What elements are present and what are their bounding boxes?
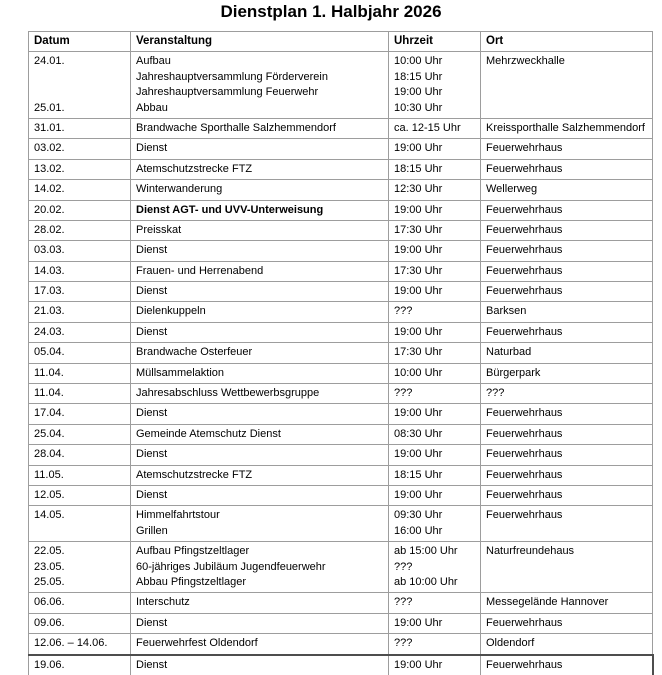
cell-line: 12.05. [34, 489, 65, 501]
table-row [29, 593, 653, 613]
cell-line: 19:00 Uhr [394, 142, 443, 155]
cell-line: Himmelfahrtstour [136, 509, 220, 522]
cell-line: Messegelände Hannover [486, 596, 609, 609]
cell-line: Feuerwehrhaus [486, 285, 563, 298]
cell-line: 09:30 Uhr [394, 509, 443, 522]
cell-uhrzeit [389, 634, 481, 655]
cell-ort [481, 363, 653, 383]
cell-line: ??? [394, 560, 413, 573]
cell-datum [29, 486, 131, 506]
table-row [29, 655, 653, 675]
cell-uhrzeit [389, 220, 481, 240]
cell-datum [29, 634, 131, 655]
cell-line: Feuerwehrhaus [486, 658, 563, 671]
cell-line: Bürgerpark [486, 366, 541, 379]
table-row [29, 200, 653, 220]
cell-veranstaltung [131, 506, 389, 542]
table-row [29, 282, 653, 302]
cell-ort [481, 542, 653, 593]
cell-datum [29, 384, 131, 404]
cell-uhrzeit [389, 159, 481, 179]
cell-line: Feuerwehrhaus [486, 142, 563, 155]
cell-line: Feuerwehrhaus [486, 244, 563, 257]
cell-ort [481, 404, 653, 424]
cell-ort [481, 322, 653, 342]
table-row [29, 465, 653, 485]
cell-line: Feuerwehrhaus [486, 162, 563, 175]
cell-line: Feuerwehrhaus [486, 468, 563, 481]
cell-line: 03.02. [34, 142, 65, 155]
cell-line: Jahreshauptversammlung Feuerwehr [136, 86, 319, 99]
cell-veranstaltung [131, 363, 389, 383]
cell-line: Feuerwehrhaus [486, 448, 563, 461]
table-row [29, 241, 653, 261]
cell-datum [29, 363, 131, 383]
cell-line [34, 70, 127, 85]
cell-datum [29, 424, 131, 444]
cell-veranstaltung [131, 384, 389, 404]
cell-line: 20.02. [34, 203, 65, 216]
cell-veranstaltung [131, 343, 389, 363]
cell-line: ??? [486, 387, 505, 400]
cell-line: Naturfreundehaus [486, 545, 575, 558]
cell-datum [29, 118, 131, 138]
cell-line: 28.04. [34, 448, 65, 461]
cell-datum [29, 322, 131, 342]
cell-line: 19:00 Uhr [394, 244, 443, 257]
cell-line: ??? [394, 305, 413, 318]
table-row [29, 486, 653, 506]
cell-ort [481, 343, 653, 363]
cell-uhrzeit [389, 593, 481, 613]
cell-ort [481, 613, 653, 633]
cell-line: 17:30 Uhr [394, 346, 443, 359]
cell-line: Brandwache Osterfeuer [136, 346, 253, 359]
cell-line: 11.04. [34, 366, 64, 379]
header-row [29, 32, 653, 52]
cell-datum [29, 241, 131, 261]
cell-datum [29, 52, 131, 119]
cell-line: ab 15:00 Uhr [394, 545, 458, 558]
cell-line: Frauen- und Herrenabend [136, 264, 264, 277]
cell-line: Feuerwehrhaus [486, 509, 563, 522]
cell-veranstaltung [131, 322, 389, 342]
cell-line: 18:15 Uhr [394, 70, 443, 83]
column-header-veranstaltung: Veranstaltung [131, 32, 389, 52]
cell-line: Feuerwehrhaus [486, 427, 563, 440]
cell-uhrzeit [389, 118, 481, 138]
cell-line: Oldendorf [486, 637, 535, 650]
cell-line: 10:30 Uhr [394, 101, 443, 114]
cell-veranstaltung [131, 200, 389, 220]
cell-uhrzeit [389, 384, 481, 404]
cell-line: 18:15 Uhr [394, 468, 443, 481]
cell-line: 14.05. [34, 509, 65, 522]
table-row [29, 302, 653, 322]
table-row [29, 506, 653, 542]
cell-line: 11.05. [34, 468, 64, 481]
cell-line: Aufbau [136, 55, 171, 68]
cell-line: 31.01. [34, 121, 65, 134]
cell-ort [481, 52, 653, 119]
cell-line: Dienst [136, 658, 168, 671]
cell-line: 19:00 Uhr [394, 203, 443, 216]
cell-ort [481, 445, 653, 465]
cell-line: 18:15 Uhr [394, 162, 443, 175]
cell-line: 22.05. [34, 545, 65, 558]
cell-line: Dielenkuppeln [136, 305, 206, 318]
cell-line: Wellerweg [486, 183, 538, 196]
cell-line: Feuerwehrfest Oldendorf [136, 637, 258, 650]
cell-line: 60-jähriges Jubiläum Jugendfeuerwehr [136, 560, 326, 573]
cell-line: 28.02. [34, 223, 65, 236]
column-header-uhrzeit: Uhrzeit [389, 32, 481, 52]
cell-ort [481, 506, 653, 542]
cell-veranstaltung [131, 655, 389, 675]
cell-uhrzeit [389, 302, 481, 322]
cell-line: 19:00 Uhr [394, 489, 443, 501]
cell-uhrzeit [389, 282, 481, 302]
table-row [29, 613, 653, 633]
cell-line: 08:30 Uhr [394, 427, 443, 440]
page-title: Dienstplan 1. Halbjahr 2026 [220, 2, 442, 21]
cell-line: 12.06. – 14.06. [34, 637, 108, 650]
cell-line: Dienst [136, 448, 168, 461]
cell-uhrzeit [389, 655, 481, 675]
cell-uhrzeit [389, 261, 481, 281]
cell-datum [29, 542, 131, 593]
cell-line: Brandwache Sporthalle Salzhemmendorf [136, 121, 336, 134]
cell-veranstaltung [131, 593, 389, 613]
cell-line: Dienst [136, 407, 168, 420]
cell-veranstaltung [131, 302, 389, 322]
cell-uhrzeit [389, 343, 481, 363]
cell-datum [29, 200, 131, 220]
cell-datum [29, 220, 131, 240]
cell-uhrzeit [389, 542, 481, 593]
cell-uhrzeit [389, 200, 481, 220]
cell-datum [29, 506, 131, 542]
cell-line: 25.05. [34, 575, 65, 588]
table-row [29, 118, 653, 138]
cell-line: ??? [394, 637, 413, 650]
cell-datum [29, 465, 131, 485]
cell-line: Barksen [486, 305, 527, 318]
cell-datum [29, 159, 131, 179]
cell-line: 21.03. [34, 305, 65, 318]
cell-veranstaltung [131, 241, 389, 261]
cell-uhrzeit [389, 506, 481, 542]
cell-ort [481, 200, 653, 220]
cell-line: ??? [394, 387, 413, 400]
cell-line: ab 10:00 Uhr [394, 575, 458, 588]
cell-uhrzeit [389, 139, 481, 159]
cell-line: Naturbad [486, 346, 532, 359]
cell-veranstaltung [131, 404, 389, 424]
cell-uhrzeit [389, 180, 481, 200]
cell-veranstaltung [131, 52, 389, 119]
cell-veranstaltung [131, 445, 389, 465]
cell-ort [481, 261, 653, 281]
cell-line: Feuerwehrhaus [486, 223, 563, 236]
cell-line: Dienst [136, 142, 168, 155]
cell-ort [481, 180, 653, 200]
table-row [29, 445, 653, 465]
table-row [29, 159, 653, 179]
cell-datum [29, 343, 131, 363]
cell-line: ??? [394, 596, 413, 609]
cell-line: Preisskat [136, 223, 182, 236]
cell-line: 06.06. [34, 596, 65, 609]
cell-line: Abbau Pfingstzeltlager [136, 575, 247, 588]
cell-line: ca. 12-15 Uhr [394, 121, 461, 134]
cell-line: 24.01. [34, 55, 65, 68]
cell-ort [481, 486, 653, 506]
schedule-table [28, 31, 654, 675]
cell-line: Feuerwehrhaus [486, 407, 563, 420]
cell-veranstaltung [131, 634, 389, 655]
table-row [29, 634, 653, 655]
cell-line: Dienst [136, 489, 168, 501]
cell-line: 13.02. [34, 162, 65, 175]
cell-uhrzeit [389, 445, 481, 465]
cell-ort [481, 118, 653, 138]
cell-line: 17.04. [34, 407, 65, 420]
cell-ort [481, 634, 653, 655]
cell-line: 05.04. [34, 346, 65, 359]
cell-line: Grillen [136, 524, 168, 537]
cell-line: Dienst AGT- und UVV-Unterweisung [136, 203, 324, 216]
cell-uhrzeit [389, 613, 481, 633]
cell-line: 23.05. [34, 560, 65, 573]
cell-line: 19:00 Uhr [394, 285, 443, 298]
table-row [29, 542, 653, 593]
table-row [29, 384, 653, 404]
cell-uhrzeit [389, 424, 481, 444]
cell-line: 19:00 Uhr [394, 86, 443, 99]
cell-veranstaltung [131, 261, 389, 281]
cell-line: 25.01. [34, 101, 65, 114]
cell-line: 09.06. [34, 616, 65, 629]
cell-uhrzeit [389, 52, 481, 119]
table-row [29, 424, 653, 444]
cell-line [34, 85, 127, 100]
cell-datum [29, 445, 131, 465]
cell-line: 19:00 Uhr [394, 325, 443, 338]
cell-datum [29, 180, 131, 200]
cell-line: 19:00 Uhr [394, 448, 443, 461]
cell-datum [29, 593, 131, 613]
cell-line: 14.02. [34, 183, 65, 196]
cell-line: 19:00 Uhr [394, 658, 443, 671]
schedule-table-body [29, 52, 653, 675]
cell-veranstaltung [131, 220, 389, 240]
cell-line: 03.03. [34, 244, 65, 257]
cell-line: Jahresabschluss Wettbewerbsgruppe [136, 387, 320, 400]
table-row [29, 52, 653, 119]
table-row [29, 322, 653, 342]
cell-ort [481, 655, 653, 675]
cell-line: Feuerwehrhaus [486, 616, 563, 629]
cell-veranstaltung [131, 613, 389, 633]
cell-line: Interschutz [136, 596, 190, 609]
cell-datum [29, 261, 131, 281]
cell-datum [29, 404, 131, 424]
cell-ort [481, 139, 653, 159]
cell-datum [29, 282, 131, 302]
cell-line: Feuerwehrhaus [486, 325, 563, 338]
cell-ort [481, 241, 653, 261]
cell-line: Atemschutzstrecke FTZ [136, 162, 253, 175]
cell-datum [29, 139, 131, 159]
table-row [29, 180, 653, 200]
table-row [29, 139, 653, 159]
cell-ort [481, 465, 653, 485]
cell-uhrzeit [389, 404, 481, 424]
column-header-ort: Ort [481, 32, 653, 52]
cell-line: 17:30 Uhr [394, 264, 443, 277]
cell-line: Feuerwehrhaus [486, 203, 563, 216]
cell-veranstaltung [131, 159, 389, 179]
cell-ort [481, 384, 653, 404]
cell-line: Dienst [136, 285, 168, 298]
cell-veranstaltung [131, 180, 389, 200]
cell-line: Winterwanderung [136, 183, 223, 196]
cell-line: 11.04. [34, 387, 64, 400]
cell-uhrzeit [389, 363, 481, 383]
cell-ort [481, 593, 653, 613]
cell-line: Jahreshauptversammlung Förderverein [136, 70, 328, 83]
cell-line: Abbau [136, 101, 168, 114]
cell-line: 12:30 Uhr [394, 183, 443, 196]
cell-line: 19:00 Uhr [394, 407, 443, 420]
table-row [29, 261, 653, 281]
cell-line: 10:00 Uhr [394, 55, 443, 68]
cell-veranstaltung [131, 282, 389, 302]
cell-line: Dienst [136, 325, 168, 338]
cell-line: 17.03. [34, 285, 65, 298]
cell-ort [481, 302, 653, 322]
cell-datum [29, 302, 131, 322]
cell-uhrzeit [389, 241, 481, 261]
cell-ort [481, 282, 653, 302]
cell-veranstaltung [131, 118, 389, 138]
cell-line: 17:30 Uhr [394, 223, 443, 236]
cell-line: Mehrzweckhalle [486, 55, 565, 68]
cell-line: 19:00 Uhr [394, 616, 443, 629]
table-row [29, 363, 653, 383]
cell-datum [29, 655, 131, 675]
cell-line: Müllsammelaktion [136, 366, 225, 379]
cell-veranstaltung [131, 424, 389, 444]
cell-line: Dienst [136, 244, 168, 257]
cell-veranstaltung [131, 465, 389, 485]
cell-line: 24.03. [34, 325, 65, 338]
cell-uhrzeit [389, 486, 481, 506]
cell-veranstaltung [131, 486, 389, 506]
cell-uhrzeit [389, 465, 481, 485]
cell-ort [481, 424, 653, 444]
cell-line: Feuerwehrhaus [486, 489, 563, 501]
cell-ort [481, 220, 653, 240]
cell-line: 16:00 Uhr [394, 524, 443, 537]
cell-line: 10:00 Uhr [394, 366, 443, 379]
table-row [29, 220, 653, 240]
cell-line: 14.03. [34, 264, 65, 277]
cell-line: Dienst [136, 616, 168, 629]
cell-ort [481, 159, 653, 179]
cell-datum [29, 613, 131, 633]
cell-line: 19.06. [34, 658, 65, 671]
cell-veranstaltung [131, 139, 389, 159]
table-row [29, 343, 653, 363]
table-row [29, 404, 653, 424]
cell-line: Kreissporthalle Salzhemmendorf [486, 121, 645, 134]
cell-line: Gemeinde Atemschutz Dienst [136, 427, 281, 440]
cell-line: Atemschutzstrecke FTZ [136, 468, 253, 481]
cell-veranstaltung [131, 542, 389, 593]
cell-line: 25.04. [34, 427, 65, 440]
cell-line: Feuerwehrhaus [486, 264, 563, 277]
cell-uhrzeit [389, 322, 481, 342]
cell-line: Aufbau Pfingstzeltlager [136, 545, 250, 558]
column-header-datum: Datum [29, 32, 131, 52]
